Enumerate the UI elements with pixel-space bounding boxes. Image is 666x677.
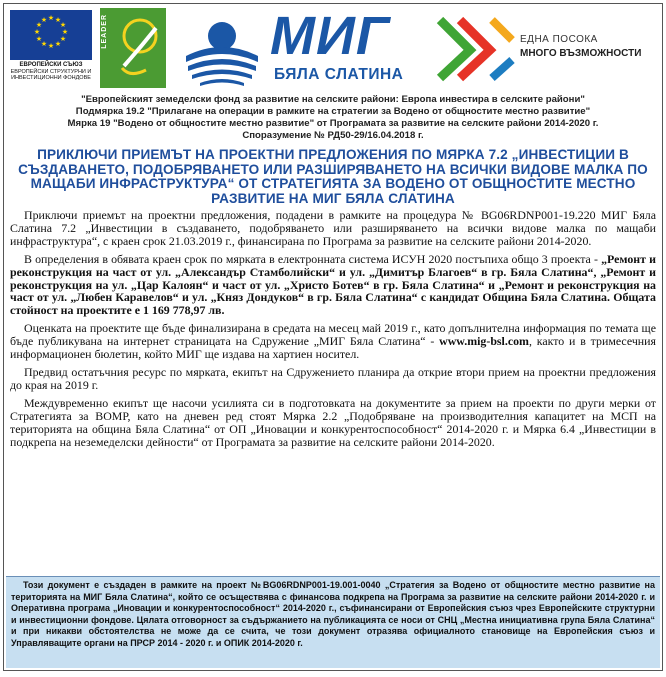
eu-caption-subtitle: ЕВРОПЕЙСКИ СТРУКТУРНИ И ИНВЕСТИЦИОННИ ФОНДОВЕ: [10, 68, 92, 81]
article-headline: ПРИКЛЮЧИ ПРИЕМЪТ НА ПРОЕКТНИ ПРЕДЛОЖЕНИЯ ПО МЯРКА 7.2 „ИНВЕСТИЦИИ В СЪЗДАВАНЕТО, ПОДОБРЯВАНЕТО ИЛИ РАЗШИРЯВАНЕТО НА ВСИЧКИ ВИДОВЕ МАЛКА ПО МАЩАБИ ИНФРАСТРУКТУРА“ ОТ СТРАТЕГИЯТА ЗА ВОДЕНО ОТ ОБЩНОСТИТЕ МЕСТНО РАЗВИТИЕ НА МИГ БЯЛА СЛАТИНА: [18, 147, 648, 206]
info-line-fund: "Европейският земеделски фонд за развитие на селските райони: Европа инвестира в селските райони": [81, 94, 585, 105]
svg-text:★: ★: [47, 14, 55, 22]
info-line-submeasure: Подмярка 19.2 "Прилагане на операции в рамките на стратегии за Водено от общностите местно развитие": [75, 106, 591, 117]
paragraph-2-intro: В определения в обявата краен срок по мярката в електронната система ИСУН 2020 постъпиха общо 3 проекта -: [24, 251, 602, 266]
svg-text:★: ★: [59, 21, 67, 29]
document-page: [3, 3, 663, 671]
article-body: [4, 209, 662, 448]
op-slogan-line1: ЕДНА ПОСОКА: [520, 34, 598, 45]
paragraph-4: Предвид остатъчния ресурс по мярката, екипът на Сдружението планира да открие втори прием на проектни предложения до края на 2019 г.: [10, 364, 656, 392]
leader-emblem-icon: [100, 8, 166, 88]
info-line-agreement: Споразумение № РД50-29/16.04.2018 г.: [242, 130, 424, 141]
svg-text:★: ★: [35, 35, 43, 43]
paragraph-5: Междувременно екипът ще насочи усилията си в подготовката на документите за прием на проекти по други мерки от Стратегията за ВОМР, като на дневен ред стоят Мярка 2.2 „Подобряване на производителния капацитет на МСП на територията на община Бяла Слатина“ от ОП „Иновации и конкурентоспособност“ 2014-2020 г. и Мярка 6.4 „Инвестиции в подкрепа на неземеделски дейности“ от Програмата за развитие на селските райони 2014-2020.: [10, 395, 656, 449]
leader-text: LEADER: [101, 14, 108, 49]
svg-text:★: ★: [40, 40, 48, 48]
leader-logo: [100, 8, 166, 88]
mig-title: МИГ: [270, 6, 390, 66]
eu-flag-icon: [10, 10, 92, 60]
paragraph-3-end: , както и в тримесечния информационен бюлетин, който МИГ ще издава на хартиен носител.: [10, 334, 656, 362]
mig-subtitle: БЯЛА СЛАТИНА: [274, 66, 404, 83]
logo-bar: [4, 4, 662, 94]
eu-stars-icon: [10, 10, 92, 60]
svg-text:★: ★: [59, 35, 67, 43]
op-slogan-line2: МНОГО ВЪЗМОЖНОСТИ: [520, 48, 642, 59]
paragraph-1: Приключи приемът на проектни предложения, подадени в рамките на процедура № BG06RDNP001-19.220 МИГ Бяла Слатина 7.2 „Инвестиции в създаването, подобряването или разширяването на всички видове малка по мащаби инфраструктура“, с краен срок 21.03.2019 г., финансирана по Програма за развитие на селските райони 2014-2020.: [10, 208, 656, 248]
paragraph-3-intro: Оценката на проектите ще бъде финализирана в средата на месец май 2019 г., като допълнителна информация по темата ще бъде публикувана на интернет страницата на Сдружение „МИГ Бяла Слатина“ -: [10, 321, 656, 349]
svg-text:★: ★: [40, 16, 48, 24]
website-link[interactable]: www.mig-bsl.com: [439, 334, 529, 349]
paragraph-2: [10, 253, 656, 318]
svg-text:★: ★: [35, 21, 43, 29]
svg-text:★: ★: [54, 40, 62, 48]
disclaimer-box: Този документ е създаден в рамките на проект №BG06RDNP001-19.001-0040 „Стратегия за Водено от общностите местно развитие на територията на МИГ Бяла Слатина“, който се осъществява с финансова подкрепа на Програма за развитие на селските райони 2014-2020 г. и Оперативна програма „Иновации и конкурентоспособност“ 2014-2020 г., съфинансирани от Европейския съюз чрез Европейските структурни и инвестиционни фондове. Цялата отговорност за съдържанието на публикацията се носи от СНЦ „Местна инициативна група Бяла Слатина“ и при никакви обстоятелства не може да се счита, че този документ отразява официалното становище на Европейския съюз и Управляващите органи на ПРСР 2014 - 2020 г. и ОПИК 2014-2020 г.: [6, 576, 660, 668]
info-line-measure: Мярка 19 "Водено от общностите местно развитие" от Програмата за развитие на селските райони 2014-2020 г.: [67, 118, 599, 129]
program-info: [4, 94, 662, 142]
eu-caption-title: ЕВРОПЕЙСКИ СЪЮЗ: [19, 62, 83, 68]
paragraph-2-projects: „Ремонт и реконструкция на част от ул. „Александър Стамболийски“ и ул. „Димитър Благоев“ в гр. Бяла Слатина“, „Ремонт и реконструкция на ул. „Цар Калоян“ и част от ул. „Христо Ботев“ в гр. Бяла Слатина“ и „Ремонт и реконструкция на част от ул. „Любен Каравелов“ и ул. „Княз Дондуков“ в гр. Бяла Слатина“ с кандидат Община Бяла Слатина. Общата стойност на проектите е 1 169 778,97 лв.: [10, 251, 657, 318]
svg-text:★: ★: [61, 28, 69, 36]
mig-emblem-icon: [180, 8, 264, 88]
svg-text:★: ★: [33, 28, 41, 36]
svg-text:★: ★: [47, 42, 55, 50]
eu-logo: [10, 10, 92, 82]
paragraph-3: [10, 322, 656, 361]
svg-text:★: ★: [54, 16, 62, 24]
op-innovation-logo-icon: [430, 12, 526, 86]
